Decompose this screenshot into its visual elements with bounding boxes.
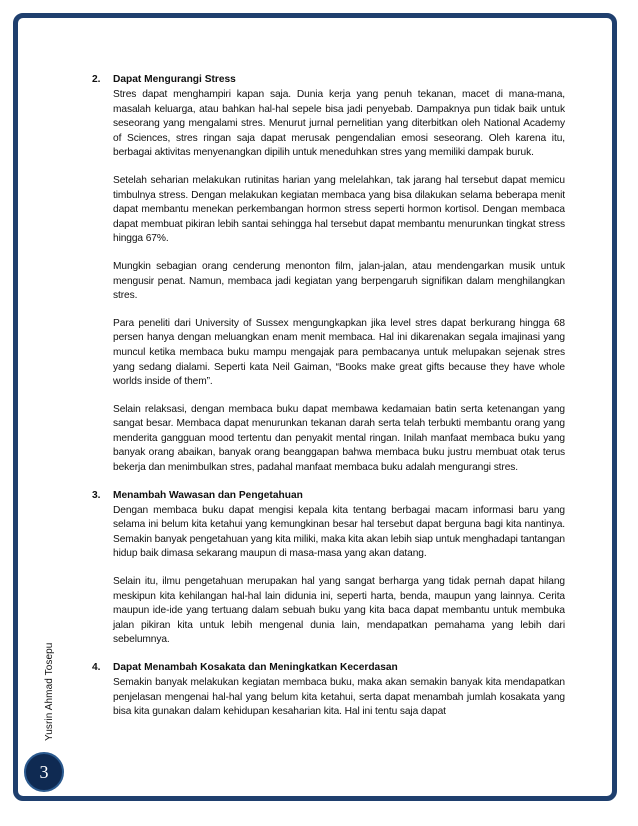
paragraph: Para peneliti dari University of Sussex mengungkapkan jika level stres dapat berkurang hingga 68 persen hanya dengan meluangkan enam menit membaca. Hal ini dikarenakan segala imajinasi yang muncul ketika membaca buku mampu mengajak para pembacanya untuk melupakan sejenak stres yang sedang dialami. Seperti kata Neil Gaiman, “Books make great gifts because they have whole worlds inside of them”. (113, 317, 565, 388)
paragraph: Stres dapat menghampiri kapan saja. Dunia kerja yang penuh tekanan, macet di mana-mana, masalah keluarga, atau bahkan hal-hal sepele bisa jadi penyebab. Dampaknya pun tidak baik untuk seseorang yang mengalami stres. Menurut jurnal pernelitian yang diterbitkan oleh National Academy of Sciences, stres ringan saja dapat merusak pengendalian emosi seseorang. Oleh karena itu, berbagai aktivitas menyenangkan dipilih untuk meneduhkan stres yang memiliki dampak buruk. (113, 89, 565, 159)
section-number: 4. (92, 662, 101, 673)
section-knowledge (92, 489, 565, 648)
section-title: Menambah Wawasan dan Pengetahuan (113, 489, 303, 501)
paragraph: Mungkin sebagian orang cenderung menonton film, jalan-jalan, atau mendengarkan musik untuk mengusir penat. Namun, membaca jadi kegiatan yang berpengaruh signifikan dalam menghilangkan stres. (113, 260, 565, 302)
section-vocabulary (92, 661, 565, 720)
section-title: Dapat Mengurangi Stress (113, 74, 236, 85)
paragraph: Semakin banyak melakukan kegiatan membaca buku, maka akan semakin banyak kita mendapatkan penjelasan mengenai hal-hal yang belum kita ketahui, serta dapat menambah jumlah kosakata yang bisa kita gunakan dalam kehidupan kesaharian kita. Hal ini tentu saja dapat (113, 677, 565, 718)
paragraph: Selain itu, ilmu pengetahuan merupakan hal yang sangat berharga yang tidak pernah dapat hilang meskipun kita kehilangan hal-hal lain didunia ini, seperti harta, benda, maupun yang lainnya. Cerita maupun ide-ide yang tertuang dalam sebuah buku yang kita baca dapat membantu untuk membuka jalan pikiran kita untuk lebih mengenal dunia lain, mendapatkan pemahama yang lebih dari sebelumnya. (113, 576, 565, 646)
author-name: Yusrin Ahmad Tosepu (44, 642, 55, 741)
section-heading (92, 73, 565, 86)
paragraph: Dengan membaca buku dapat mengisi kepala kita tentang berbagai macam informasi baru yang selama ini belum kita ketahui yang kemungkinan besar hal tersebut dapat berguna bagi kita nantinya. Semakin banyak pengetahuan yang kita miliki, maka kita akan lebih siap untuk menghadapi tantangan hidup baik dimasa sekarang maupun di masa-masa yang akan datang. (113, 504, 565, 560)
paragraph: Selain relaksasi, dengan membaca buku dapat membawa kedamaian batin serta ketenangan yang sangat besar. Membaca dapat menurunkan tekanan darah serta telah terbukti membantu orang yang menderita gangguan mood tertentu dan penyakit mental ringan. Inilah manfaat membaca buku yang banyak orang abaikan, banyak orang beanggapan bahwa membaca buku justru membuat otak terus bekerja dan menimbulkan stres, padahal manfaat membaca buku adalah mengurangi stres. (113, 403, 565, 474)
section-number: 3. (92, 489, 101, 501)
document-body (92, 73, 565, 720)
section-reduce-stress (92, 73, 565, 476)
section-heading (92, 661, 565, 674)
page-number-badge: 3 (24, 752, 64, 792)
section-title: Dapat Menambah Kosakata dan Meningkatkan Kecerdasan (113, 662, 398, 673)
section-number: 2. (92, 74, 101, 85)
section-heading (92, 489, 565, 502)
paragraph: Setelah seharian melakukan rutinitas harian yang melelahkan, tak jarang hal tersebut dapat memicu timbulnya stress. Dengan melakukan kegiatan membaca yang bisa dilakukan selama beberapa menit dapat membantu menekan perkembangan hormon stress seperti hormon kortisol. Dengan membaca dapat membuat pikiran lebih santai sehingga hal tersebut dapat membantu menurunkan tingkat stress hingga 67%. (113, 174, 565, 245)
